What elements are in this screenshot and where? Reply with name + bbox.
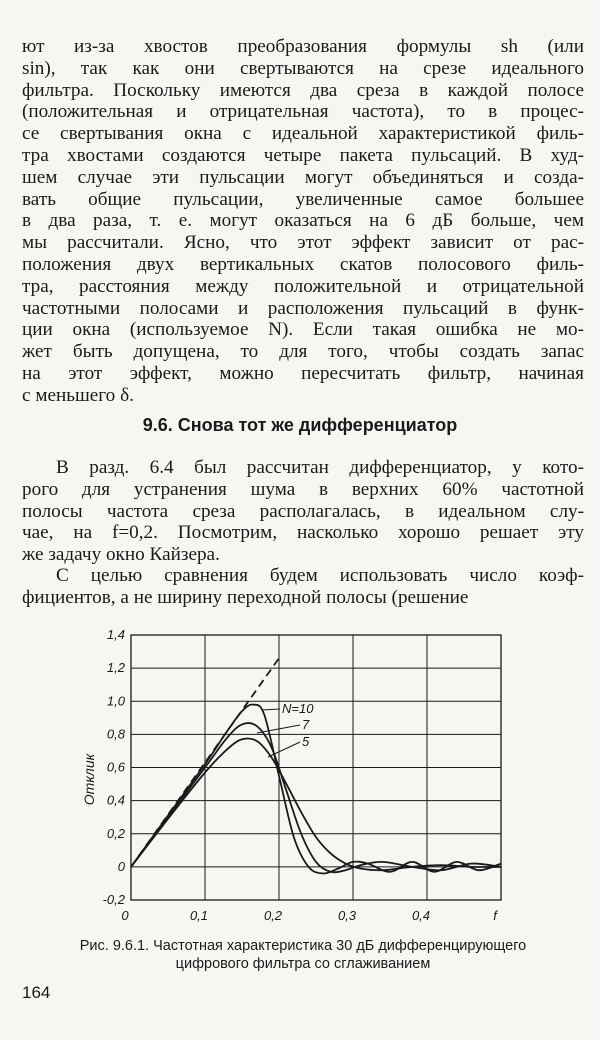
caption-line: цифрового фильтра со сглаживанием <box>175 956 431 972</box>
x-tick-label: 0,4 <box>411 908 431 923</box>
text-line: се свертывания окна с идеальной характеристикой филь- <box>22 123 584 145</box>
y-tick-label: 1,0 <box>106 693 125 709</box>
x-tick-label: 0,2 <box>263 908 283 923</box>
y-tick-label: 0,4 <box>106 792 125 808</box>
text-line: фициентов, а не ширину переходной полосы (решение <box>22 586 469 608</box>
text-line: В разд. 6.4 был рассчитан дифференциатор, у кото- <box>56 457 584 478</box>
text-line: тра, расстояния между положительной и отрицательной <box>22 275 584 297</box>
text-line: тра хвостами создаются четыре пакета пульсаций. В худ- <box>22 144 584 166</box>
text-line: положения двух вертикальных скатов полосового филь- <box>22 253 584 275</box>
text-line: шем случае эти пульсации могут объединяться и созда- <box>22 166 584 188</box>
curve-label-leader <box>262 709 280 710</box>
series-line-n-10 <box>131 705 501 874</box>
text-line: на этот эффект, можно пересчитать фильтр, начиная <box>22 362 584 384</box>
series-line-n-5 <box>131 738 501 870</box>
curve-label: 5 <box>302 734 310 749</box>
figure-caption <box>22 937 584 973</box>
text-line: ции окна (используемое N). Если такая ошибка не мо- <box>22 319 584 341</box>
curve-label: N=10 <box>282 701 314 716</box>
text-line: рого для устранения шума в верхних 60% частотной <box>22 478 584 500</box>
text-line: (положительная и отрицательная частота), то в процес- <box>22 101 584 123</box>
x-tick-label: f <box>493 908 497 923</box>
text-line: чае, на f=0,2. Посмотрим, насколько хорошо решает эту <box>22 522 584 544</box>
section-heading: 9.6. Снова тот же дифференциатор <box>142 415 458 435</box>
y-tick-label: 1,2 <box>106 660 125 676</box>
y-tick-label: 1,4 <box>106 627 125 642</box>
caption-line: Рис. 9.6.1. Частотная характеристика 30 дБ дифференцирующего <box>79 938 527 954</box>
text-line: вать общие пульсации, увеличенные самое большее <box>22 188 584 210</box>
text-line: полосы частота среза располагалась, в идеальном слу- <box>22 500 584 522</box>
y-tick-label: 0 <box>117 858 125 874</box>
page-number: 164 <box>22 983 51 1002</box>
y-tick-label: 0,6 <box>106 759 125 775</box>
text-line: же задачу окно Кайзера. <box>22 544 220 566</box>
text-line: жет быть допущена, то для того, чтобы создать запас <box>22 341 584 363</box>
text-line: мы рассчитали. Ясно, что этот эффект зависит от рас- <box>22 232 584 254</box>
y-tick-label: -0,2 <box>102 892 125 907</box>
text-line: частотными полосами и расположения пульсаций в функ- <box>22 297 584 319</box>
text-line: в два раза, т. е. могут оказаться на 6 дБ больше, чем <box>22 210 584 232</box>
text-line: фильтра. Поскольку имеются два среза в каждой полосе <box>22 79 584 101</box>
x-tick-label: 0 <box>121 908 129 923</box>
text-line: sin), так как они свертываются на срезе идеального <box>22 57 584 79</box>
x-tick-label: 0,3 <box>337 908 357 923</box>
y-tick-label: 0,8 <box>106 726 125 742</box>
series-line-n-7 <box>131 723 501 872</box>
text-line: С целью сравнения будем использовать число коэф- <box>56 565 584 586</box>
y-axis-label: Отклик <box>81 753 97 806</box>
x-tick-label: 0,1 <box>189 908 209 923</box>
curve-label: 7 <box>302 717 310 732</box>
text-line: ют из-за хвостов преобразования формулы sh (или <box>22 36 584 57</box>
text-line: с меньшего δ. <box>22 384 134 406</box>
y-tick-label: 0,2 <box>106 825 125 841</box>
